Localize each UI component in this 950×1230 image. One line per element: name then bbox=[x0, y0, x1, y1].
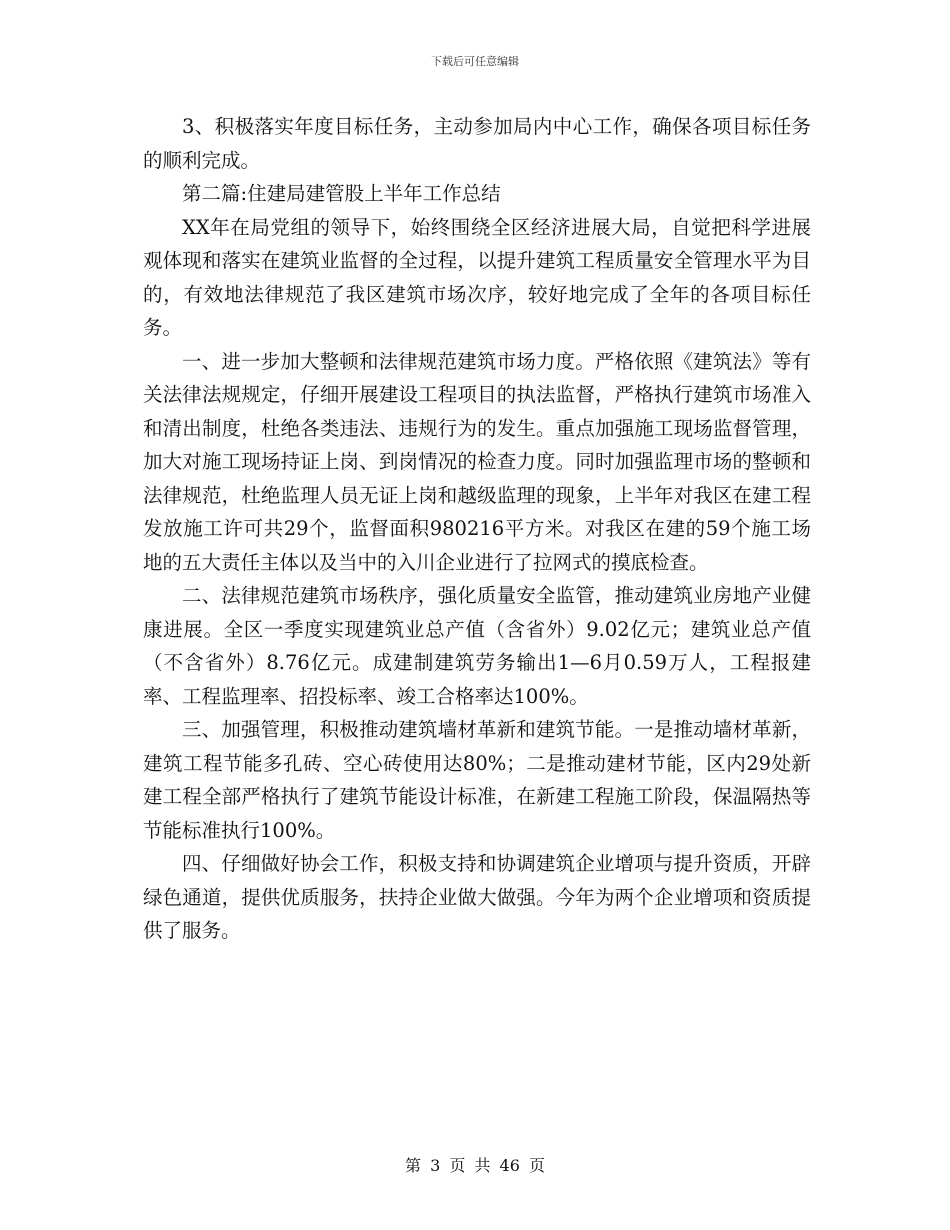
paragraph-item-4: 四、仔细做好协会工作，积极支持和协调建筑企业增项与提升资质，开辟绿色通道，提供优质服务，扶持企业做大做强。今年为两个企业增项和资质提供了服务。 bbox=[143, 852, 811, 942]
page-header: 下载后可任意编辑 bbox=[431, 55, 519, 68]
document-body bbox=[143, 110, 811, 948]
section-title: 第二篇:住建局建管股上半年工作总结 bbox=[182, 182, 501, 205]
paragraph-item-3: 三、加强管理，积极推动建筑墙材革新和建筑节能。一是推动墙材革新，建筑工程节能多孔砖、空心砖使用达80%；二是推动建材节能，区内29处新建工程全部严格执行了建筑节能设计标准，在新建工程施工阶段，保温隔热等节能标准执行100%。 bbox=[143, 718, 811, 842]
paragraph-intro: XX年在局党组的领导下，始终围绕全区经济进展大局，自觉把科学进展观体现和落实在建筑业监督的全过程，以提升建筑工程质量安全管理水平为目的，有效地法律规范了我区建筑市场次序，较好地完成了全年的各项目标任务。 bbox=[143, 215, 811, 339]
paragraph-item-2: 二、法律规范建筑市场秩序，强化质量安全监管，推动建筑业房地产业健康进展。全区一季度实现建筑业总产值（含省外）9.02亿元；建筑业总产值（不含省外）8.76亿元。成建制建筑劳务输出1—6月0.59万人，工程报建率、工程监理率、招投标率、竣工合格率达100%。 bbox=[143, 584, 811, 708]
paragraph-goal-tasks: 3、积极落实年度目标任务，主动参加局内中心工作，确保各项目标任务的顺利完成。 bbox=[143, 115, 811, 172]
page-number: 第 3 页 共 46 页 bbox=[405, 1156, 545, 1175]
paragraph-item-1: 一、进一步加大整顿和法律规范建筑市场力度。严格依照《建筑法》等有关法律法规规定，仔细开展建设工程项目的执法监督，严格执行建筑市场准入和清出制度，杜绝各类违法、违规行为的发生。重点加强施工现场监督管理，加大对施工现场持证上岗、到岗情况的检查力度。同时加强监理市场的整顿和法律规范，杜绝监理人员无证上岗和越级监理的现象，上半年对我区在建工程发放施工许可共29个，监督面积980216平方米。对我区在建的59个施工场地的五大责任主体以及当中的入川企业进行了拉网式的摸底检查。 bbox=[143, 349, 811, 574]
